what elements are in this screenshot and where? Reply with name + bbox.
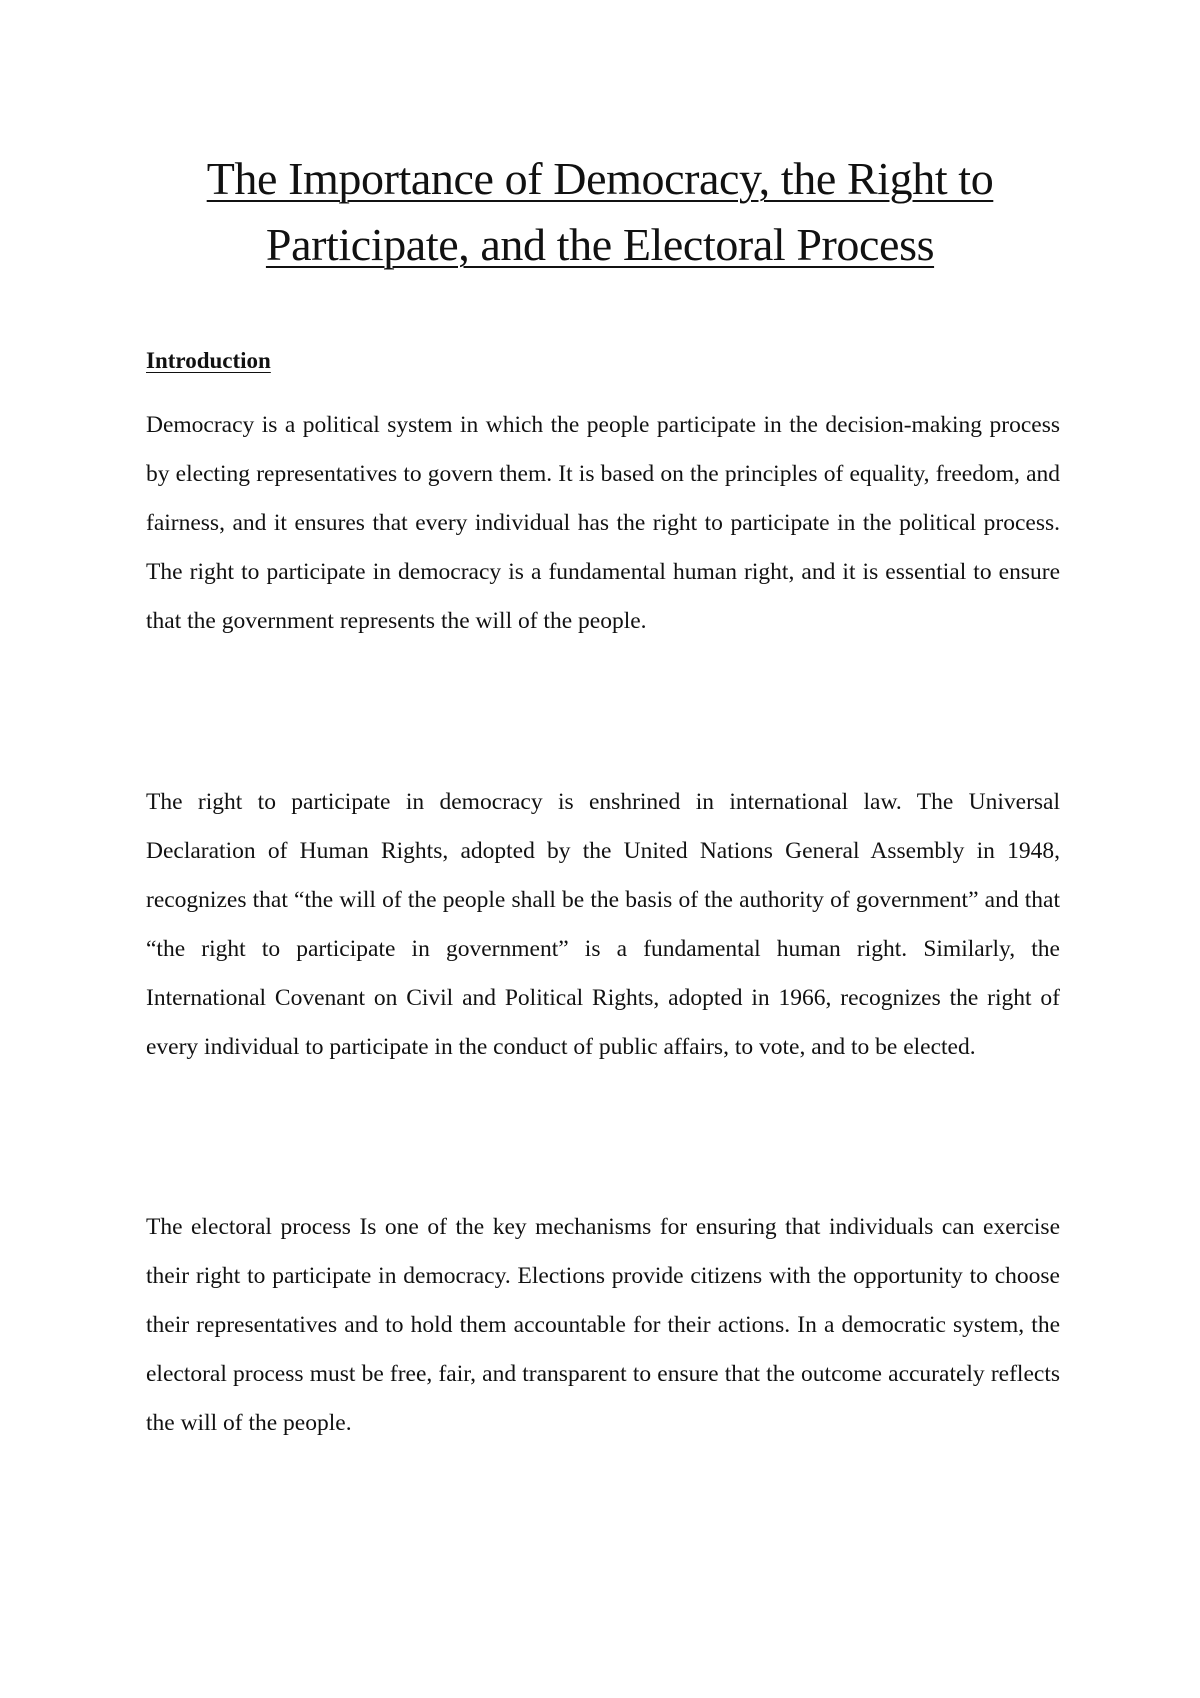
paragraph: Democracy is a political system in which the people participate in the decision-making process by electing representatives to govern them. It is based on the principles of equality, freedom, and fairness, and it ensures that every individual has the right to participate in the political process. The right to participate in democracy is a fundamental human right, and it is essential to ensure that the government represents the will of the people. bbox=[146, 412, 1060, 634]
document-title: The Importance of Democracy, the Right to Participate, and the Electoral Process bbox=[206, 153, 994, 270]
paragraph: The right to participate in democracy is enshrined in international law. The Universal Declaration of Human Rights, adopted by the United Nations General Assembly in 1948, recognizes that “the will of the people shall be the basis of the authority of government” and that “the right to participate in government” is a fundamental human right. Similarly, the International Covenant on Civil and Political Rights, adopted in 1966, recognizes the right of every individual to participate in the conduct of public affairs, to vote, and to be elected. bbox=[146, 789, 1060, 1060]
paragraph: The electoral process Is one of the key mechanisms for ensuring that individuals can exercise their right to participate in democracy. Elections provide citizens with the opportunity to choose their representatives and to hold them accountable for their actions. In a democratic system, the electoral process must be free, fair, and transparent to ensure that the outcome accurately reflects the will of the people. bbox=[146, 1214, 1060, 1436]
section-heading-introduction: Introduction bbox=[146, 348, 271, 373]
